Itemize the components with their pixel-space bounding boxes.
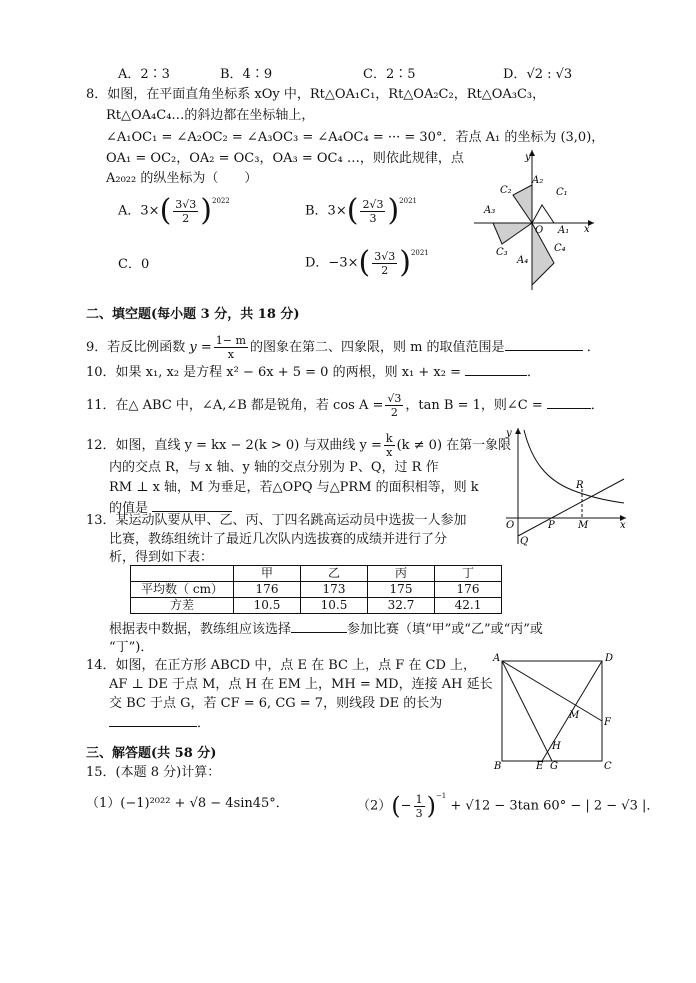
q8-option-a: A．3×( $\frac{3√3}{2}$ )$^{2022}$ bbox=[118, 193, 230, 228]
q8-label-a4: A₄ bbox=[517, 255, 529, 266]
q9: 9．若反比例函数 y = $\frac{1- m}{x}$ 的图象在第二、四象限，则 m 的取值范围是 ． bbox=[86, 334, 600, 361]
q13-answer-blank[interactable] bbox=[291, 620, 347, 633]
table-cell: 32.7 bbox=[368, 598, 435, 614]
table-header-row bbox=[131, 566, 502, 582]
q10: 10．如果 x₁, x₂ 是方程 x² − 6x + 5 = 0 的两根，则 x₁ + x₂ = ． bbox=[86, 365, 540, 380]
table-header-cell bbox=[131, 566, 234, 582]
q12-label-m: M bbox=[578, 520, 589, 531]
table-header-cell: 甲 bbox=[234, 566, 301, 582]
q8-figure bbox=[472, 145, 600, 295]
q12-answer-blank[interactable] bbox=[152, 499, 232, 512]
q12-label-o: O bbox=[506, 520, 515, 531]
q7-option-c: C．2∶5 bbox=[363, 67, 416, 82]
q8-option-b: B．3×( $\frac{2√3}{3}$ )$^{2021}$ bbox=[305, 193, 417, 228]
q12-label-r: R bbox=[576, 480, 584, 491]
q7-option-a: A．2∶3 bbox=[118, 67, 170, 82]
q15-part2: （2）(− $\frac{1}{3}$ )$^{-1}$ + √12 − 3tan 60° − | 2 − √3 |． bbox=[357, 792, 660, 820]
q12-label-y: y bbox=[506, 428, 512, 439]
q14-label-a: A bbox=[493, 653, 501, 664]
q14-label-f: F bbox=[604, 717, 611, 728]
q8-label-x: x bbox=[584, 224, 590, 235]
q8-label-c3: C₃ bbox=[496, 247, 508, 258]
q8-label-o: O bbox=[535, 225, 544, 236]
table-row bbox=[131, 598, 502, 614]
q14-line3: 交 BC 于点 G，若 CF = 6, CG = 7，则线段 DE 的长为 bbox=[109, 696, 443, 711]
table-cell: 10.5 bbox=[301, 598, 368, 614]
q12-line1: 12．如图，直线 y = kx − 2(k > 0) 与双曲线 y = $\frac{k}{x}$ (k ≠ 0) 在第一象限 bbox=[86, 432, 512, 459]
table-cell: 10.5 bbox=[234, 598, 301, 614]
q8-line3: ∠A₁OC₁ = ∠A₂OC₂ = ∠A₃OC₃ = ∠A₄OC₄ = ··· = 30°．若点 A₁ 的坐标为 (3,0)， bbox=[106, 130, 605, 145]
q14-line4: ． bbox=[109, 714, 210, 732]
q8-triangle-2 bbox=[513, 185, 532, 223]
q12-figure bbox=[502, 422, 632, 548]
q8-label-a3: A₃ bbox=[484, 205, 496, 216]
q13-table bbox=[130, 565, 502, 614]
table-header-cell: 乙 bbox=[301, 566, 368, 582]
q11: 11．在△ ABC 中，∠A,∠B 都是锐角，若 cos A = $\frac{√3}{2}$ ，tan B = 1，则∠C = ． bbox=[86, 392, 604, 419]
q7-option-d: D．√2 : √3 bbox=[503, 67, 573, 82]
q13-line4: 根据表中数据，教练组应该选择 参加比赛（填“甲”或“乙”或“丙”或 bbox=[109, 622, 543, 637]
q7-option-b: B．4∶9 bbox=[220, 67, 273, 82]
q14-line2: AF ⊥ DE 于点 M，点 H 在 EM 上，MH = MD，连接 AH 延长 bbox=[109, 677, 493, 692]
q12-label-x: x bbox=[620, 520, 626, 531]
q12-line2: 内的交点 R，与 x 轴、y 轴的交点分别为 P、Q，过 R 作 bbox=[109, 460, 439, 475]
q8-line4: OA₁ = OC₂，OA₂ = OC₃，OA₃ = OC₄ …，则依此规律，点 bbox=[106, 151, 464, 166]
section3-title: 三、解答题(共 58 分) bbox=[86, 746, 217, 761]
q8-label-c4: C₄ bbox=[554, 243, 566, 254]
table-cell: 42.1 bbox=[435, 598, 502, 614]
q14-label-h: H bbox=[552, 741, 561, 752]
q14-label-m: M bbox=[569, 710, 580, 721]
q8-line1: 8．如图，在平面直角坐标系 xOy 中，Rt△OA₁C₁，Rt△OA₂C₂，Rt△OA₃C₃， bbox=[86, 87, 546, 102]
q8-option-c: C．0 bbox=[118, 257, 150, 272]
q12-line4: 的值是 bbox=[109, 499, 232, 517]
q8-line2: Rt△OA₄C₄…的斜边都在坐标轴上， bbox=[106, 108, 315, 123]
q12-line bbox=[518, 479, 624, 536]
q14-label-d: D bbox=[605, 653, 614, 664]
table-row bbox=[131, 582, 502, 598]
q15-title: 15．(本题 8 分)计算： bbox=[86, 765, 221, 780]
q10-answer-blank[interactable] bbox=[465, 363, 527, 376]
q14-label-e: E bbox=[536, 761, 544, 772]
q15-part1: （1）(−1)²⁰²² + √8 − 4sin45°． bbox=[86, 796, 289, 811]
q13-line1: 13．某运动队要从甲、乙、丙、丁四名跳高运动员中选拔一人参加 bbox=[86, 513, 467, 528]
q14-answer-blank[interactable] bbox=[109, 714, 197, 727]
q13-line3: 析，得到如下表： bbox=[109, 550, 214, 565]
table-header-cell: 丙 bbox=[368, 566, 435, 582]
q12-line3: RM ⊥ x 轴，M 为垂足，若△OPQ 与△PRM 的面积相等，则 k bbox=[109, 480, 479, 495]
q11-answer-blank[interactable] bbox=[547, 396, 591, 409]
table-cell: 175 bbox=[368, 582, 435, 598]
q14-label-c: C bbox=[604, 761, 612, 772]
q13-line5: “丁”)． bbox=[109, 640, 154, 655]
q8-label-a2: A₂ bbox=[532, 175, 544, 186]
q14-label-g: G bbox=[550, 761, 558, 772]
section2-title: 二、填空题(每小题 3 分，共 18 分) bbox=[86, 307, 300, 322]
q8-label-c2: C₂ bbox=[500, 185, 512, 196]
q12-hyperbola bbox=[524, 430, 624, 503]
q8-option-d: D．−3×( $\frac{3√3}{2}$ )$^{2021}$ bbox=[305, 245, 429, 280]
q14-line1: 14．如图，在正方形 ABCD 中，点 E 在 BC 上，点 F 在 CD 上， bbox=[86, 658, 477, 673]
q9-answer-blank[interactable] bbox=[505, 338, 583, 351]
table-cell: 176 bbox=[435, 582, 502, 598]
q8-line5: A₂₀₂₂ 的纵坐标为（ ） bbox=[106, 171, 258, 186]
table-cell: 173 bbox=[301, 582, 368, 598]
q8-label-y: y bbox=[525, 152, 531, 163]
table-cell: 平均数（ cm） bbox=[131, 582, 234, 598]
q8-label-a1: A₁ bbox=[558, 225, 570, 236]
q8-label-c1: C₁ bbox=[556, 187, 568, 198]
table-cell: 176 bbox=[234, 582, 301, 598]
q8-triangle-3 bbox=[493, 223, 532, 244]
table-cell: 方差 bbox=[131, 598, 234, 614]
q14-figure bbox=[492, 652, 616, 772]
table-header-cell: 丁 bbox=[435, 566, 502, 582]
q12-label-p: P bbox=[548, 520, 555, 531]
q8-triangle-1 bbox=[532, 205, 554, 223]
q12-label-q: Q bbox=[520, 536, 529, 547]
q14-label-b: B bbox=[494, 761, 502, 772]
q13-line2: 比赛，教练组统计了最近几次队内选拔赛的成绩并进行了分 bbox=[109, 532, 448, 547]
